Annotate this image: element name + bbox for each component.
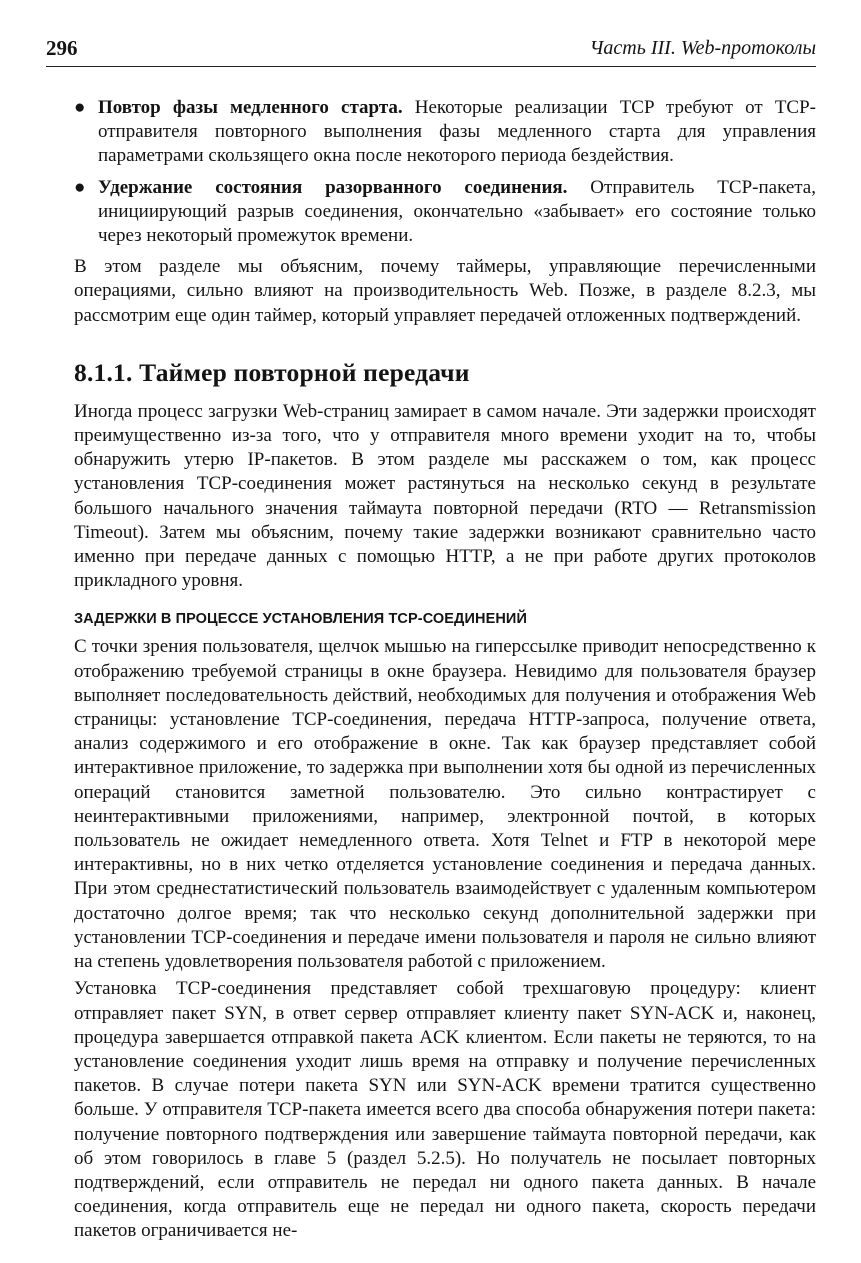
bullet-item bbox=[74, 176, 816, 249]
bullet-list bbox=[74, 96, 816, 248]
body-paragraph: Установка TCP-соединения представляет собой трехшаговую процедуру: клиент отправляет пакет SYN, в ответ сервер отправляет клиенту пакет SYN-ACK и, наконец, процедура завершается отправкой пакета ACK клиентом. Если пакеты не теряются, то на установление соединения уходит лишь время на отправку и получение перечисленных пакетов. В случае потери пакета SYN или SYN-ACK времени тратится существенно больше. У отправителя TCP-пакета имеется всего два способа обнаружения потери пакета: получение повторного подтверждения или завершение таймаута повторной передачи, как об этом говорилось в главе 5 (раздел 5.2.5). Но получатель не посылает повторных подтверждений, если отправитель не передал ни одного пакета данных. В начале соединения, когда отправитель еще не передал ни одного пакета, скорость передачи пакетов ограничивается не- bbox=[74, 978, 816, 1242]
bullet-icon: ● bbox=[74, 97, 86, 118]
section-paragraph: Иногда процесс загрузки Web-страниц замирает в самом начале. Эти задержки происходят преимущественно из-за того, что у отправителя много времени уходит на то, чтобы обнаружить утерю IP-пакетов. В этом разделе мы расскажем о том, как процесс установления TCP-соединения может растянуться на несколько секунд в результате большого начального значения таймаута повторной передачи (RTO — Retransmission Timeout). Затем мы объясним, почему такие задержки возникают сравнительно часто именно при передаче данных с помощью HTTP, а не при работе других протоколов прикладного уровня. bbox=[74, 400, 816, 592]
body-paragraph: С точки зрения пользователя, щелчок мышью на гиперссылке приводит непосредственно к отображению требуемой страницы в окне браузера. Невидимо для пользователя браузер выполняет последовательность действий, необходимых для получения и отображения Web страницы: установление TCP-соединения, передача HTTP-запроса, получение ответа, анализ содержимого и его отображение в окне. Так как браузер представляет собой интерактивное приложение, то задержка при выполнении хотя бы одной из перечисленных операций становится заметной пользователю. Это сильно контрастирует с неинтерактивными приложениями, например, электронной почтой, в которых пользователь не ожидает немедленного ответа. Хотя Telnet и FTP в некоторой мере интерактивны, но в них четко отделяется установление соединения и передача данных. При этом среднестатистический пользователь взаимодействует с удаленным компьютером достаточно долгое время; так что несколько секунд дополнительной задержки при установлении TCP-соединения и передаче имени пользователя и пароля не сильно влияют на степень удовлетворения пользователя работой с приложением. bbox=[74, 636, 816, 973]
bullet-term: Удержание состояния разорванного соединения. bbox=[98, 176, 568, 198]
bullet-icon: ● bbox=[74, 176, 86, 198]
bullet-item bbox=[74, 96, 816, 169]
section-title: 8.1.1. Таймер повторной передачи bbox=[74, 357, 470, 387]
page-number: 296 bbox=[46, 36, 78, 60]
subsection-title: ЗАДЕРЖКИ В ПРОЦЕССЕ УСТАНОВЛЕНИЯ TCP-СОЕДИНЕНИЙ bbox=[74, 611, 527, 628]
bullet-term: Повтор фазы медленного старта. bbox=[98, 97, 403, 118]
intro-paragraph: В этом разделе мы объясним, почему таймеры, управляющие перечисленными операциями, сильно влияют на производительность Web. Позже, в разделе 8.2.3, мы рассмотрим еще один таймер, который управляет передачей отложенных подтверждений. bbox=[74, 256, 816, 326]
bullet-text: Некоторые реализации TCP требуют от TCP-отправителя повторного выполнения фазы медленного старта для управления параметрами скользящего окна после некоторого периода бездействия. bbox=[98, 97, 816, 167]
page-body bbox=[74, 96, 816, 1244]
header-rule bbox=[46, 66, 816, 67]
bullet-text: Отправитель TCP-пакета, инициирующий разрыв соединения, окончательно «забывает» его состояние только через некоторый промежуток времени. bbox=[98, 176, 816, 247]
page-header bbox=[46, 34, 816, 64]
running-title: Часть III. Web-протоколы bbox=[589, 37, 816, 59]
